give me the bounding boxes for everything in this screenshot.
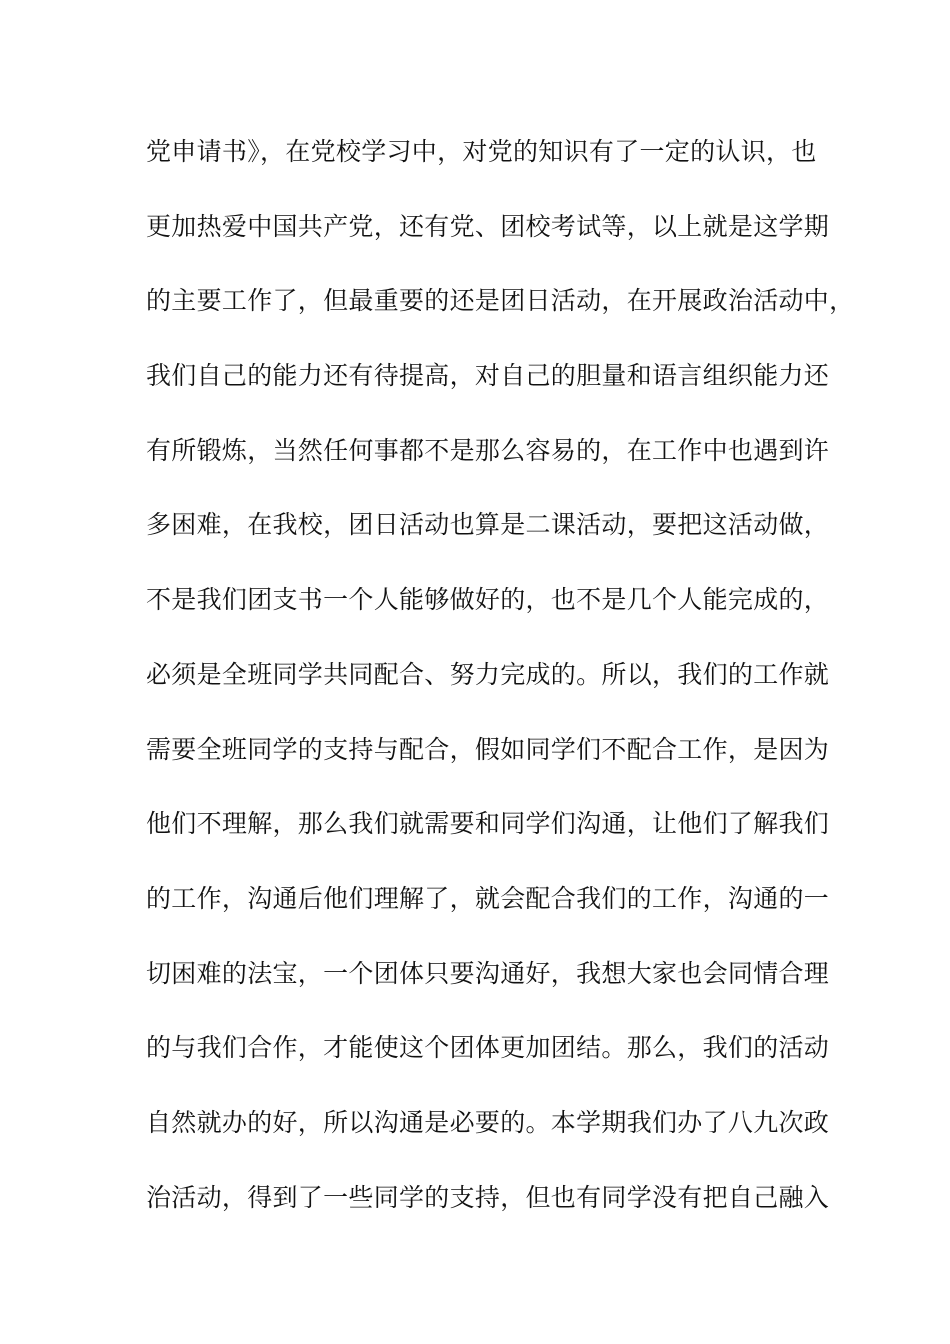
text-line: 需要全班同学的支持与配合，假如同学们不配合工作，是因为 <box>146 734 830 764</box>
text-line: 的工作，沟通后他们理解了，就会配合我们的工作，沟通的一 <box>146 883 830 913</box>
text-line: 我们自己的能力还有待提高，对自己的胆量和语言组织能力还 <box>146 361 830 391</box>
text-line: 的与我们合作，才能使这个团体更加团结。那么，我们的活动 <box>146 1033 830 1063</box>
text-line: 有所锻炼，当然任何事都不是那么容易的，在工作中也遇到许 <box>146 435 830 465</box>
text-line: 不是我们团支书一个人能够做好的，也不是几个人能完成的， <box>146 585 830 615</box>
text-line: 更加热爱中国共产党，还有党、团校考试等，以上就是这学期 <box>146 211 830 241</box>
text-line: 自然就办的好，所以沟通是必要的。本学期我们办了八九次政 <box>146 1107 830 1137</box>
text-line: 治活动，得到了一些同学的支持，但也有同学没有把自己融入 <box>146 1182 830 1212</box>
text-line: 必须是全班同学共同配合、努力完成的。所以，我们的工作就 <box>146 659 830 689</box>
text-line: 多困难，在我校，团日活动也算是二课活动，要把这活动做， <box>146 510 830 540</box>
body-text <box>146 132 855 1252</box>
text-line: 党申请书》，在党校学习中，对党的知识有了一定的认识，也 <box>146 137 817 166</box>
text-line: 切困难的法宝，一个团体只要沟通好，我想大家也会同情合理 <box>146 958 830 988</box>
text-line: 的主要工作了，但最重要的还是团日活动，在开展政治活动中， <box>146 286 855 316</box>
text-line: 他们不理解，那么我们就需要和同学们沟通，让他们了解我们 <box>146 809 830 839</box>
